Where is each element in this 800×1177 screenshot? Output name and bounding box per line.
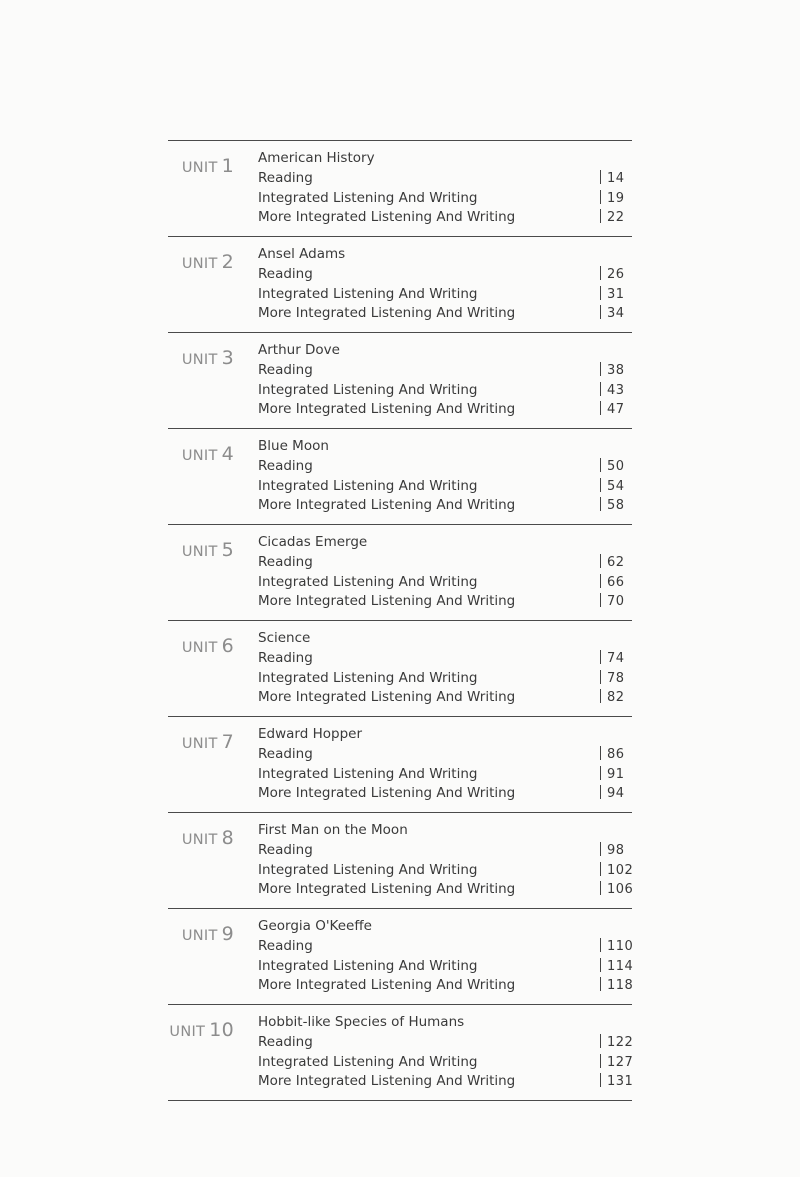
page-number: 31 <box>600 285 625 305</box>
separator-bar <box>600 497 601 511</box>
entry-label: Reading <box>258 457 313 474</box>
entry-label: Reading <box>258 265 313 282</box>
unit-label: UNIT 5 <box>181 539 234 561</box>
page-number: 34 <box>600 304 625 324</box>
page-number: 26 <box>600 265 625 285</box>
separator-bar <box>600 650 601 664</box>
entry-label: Reading <box>258 841 313 858</box>
entry-label: More Integrated Listening And Writing <box>258 497 516 514</box>
unit-section <box>168 525 632 621</box>
toc-entry[interactable] <box>258 361 632 381</box>
entry-label: Integrated Listening And Writing <box>258 861 478 878</box>
entry-label: More Integrated Listening And Writing <box>258 785 516 802</box>
toc-entry[interactable] <box>258 553 632 573</box>
toc-entry[interactable] <box>258 937 632 957</box>
page-number: 94 <box>600 784 625 804</box>
separator-bar <box>600 862 601 876</box>
entry-label: More Integrated Listening And Writing <box>258 1073 516 1090</box>
toc-entry[interactable] <box>258 669 632 689</box>
unit-entries <box>258 341 632 420</box>
unit-section <box>168 141 632 237</box>
unit-title: Arthur Dove <box>258 342 340 358</box>
entry-label: Reading <box>258 553 313 570</box>
separator-bar <box>600 746 601 760</box>
toc-entry[interactable] <box>258 265 632 285</box>
unit-number: 10 <box>209 1019 234 1041</box>
unit-section <box>168 237 632 333</box>
toc-entry[interactable] <box>258 285 632 305</box>
entry-label: Integrated Listening And Writing <box>258 765 478 782</box>
separator-bar <box>600 266 601 280</box>
unit-label: UNIT 1 <box>181 155 234 177</box>
unit-entries <box>258 821 632 900</box>
separator-bar <box>600 842 601 856</box>
page-number: 19 <box>600 189 625 209</box>
unit-number: 4 <box>221 443 234 465</box>
toc-entry[interactable] <box>258 880 632 900</box>
page-number: 106 <box>600 880 633 900</box>
toc-entry[interactable] <box>258 1072 632 1092</box>
separator-bar <box>600 1073 601 1087</box>
toc-entry[interactable] <box>258 381 632 401</box>
toc-entry[interactable] <box>258 976 632 996</box>
unit-title: First Man on the Moon <box>258 822 408 838</box>
page-number: 110 <box>600 937 633 957</box>
unit-number: 1 <box>221 155 234 177</box>
entry-label: More Integrated Listening And Writing <box>258 689 516 706</box>
entry-label: Reading <box>258 169 313 186</box>
toc-entry[interactable] <box>258 1033 632 1053</box>
page-number: 70 <box>600 592 625 612</box>
unit-label: UNIT 3 <box>181 347 234 369</box>
toc-entry[interactable] <box>258 189 632 209</box>
toc-entry[interactable] <box>258 592 632 612</box>
separator-bar <box>600 881 601 895</box>
unit-section <box>168 909 632 1005</box>
separator-bar <box>600 458 601 472</box>
unit-entries <box>258 533 632 612</box>
toc-entry[interactable] <box>258 496 632 516</box>
unit-label: UNIT 9 <box>181 923 234 945</box>
page-number: 131 <box>600 1072 633 1092</box>
separator-bar <box>600 382 601 396</box>
entry-label: Reading <box>258 745 313 762</box>
page-number: 54 <box>600 477 625 497</box>
entry-label: Reading <box>258 361 313 378</box>
toc-entry[interactable] <box>258 649 632 669</box>
page-number: 74 <box>600 649 625 669</box>
toc-entry[interactable] <box>258 477 632 497</box>
unit-section <box>168 333 632 429</box>
toc-entry[interactable] <box>258 861 632 881</box>
page-number: 102 <box>600 861 633 881</box>
unit-entries <box>258 437 632 516</box>
toc-entry[interactable] <box>258 573 632 593</box>
separator-bar <box>600 401 601 415</box>
unit-section <box>168 813 632 909</box>
unit-number: 3 <box>221 347 234 369</box>
separator-bar <box>600 190 601 204</box>
page-number: 82 <box>600 688 625 708</box>
unit-entries <box>258 245 632 324</box>
page-number: 91 <box>600 765 625 785</box>
unit-number: 2 <box>221 251 234 273</box>
separator-bar <box>600 766 601 780</box>
separator-bar <box>600 958 601 972</box>
entry-label: Reading <box>258 937 313 954</box>
entry-label: More Integrated Listening And Writing <box>258 305 516 322</box>
table-of-contents <box>168 140 632 1101</box>
entry-label: More Integrated Listening And Writing <box>258 593 516 610</box>
unit-section <box>168 1005 632 1101</box>
page-number: 22 <box>600 208 625 228</box>
entry-label: Integrated Listening And Writing <box>258 285 478 302</box>
entry-label: Integrated Listening And Writing <box>258 957 478 974</box>
page-number: 38 <box>600 361 625 381</box>
page-number: 86 <box>600 745 625 765</box>
separator-bar <box>600 574 601 588</box>
unit-entries <box>258 629 632 708</box>
entry-label: More Integrated Listening And Writing <box>258 209 516 226</box>
toc-entry[interactable] <box>258 745 632 765</box>
toc-entry[interactable] <box>258 765 632 785</box>
separator-bar <box>600 689 601 703</box>
separator-bar <box>600 305 601 319</box>
unit-title: Ansel Adams <box>258 246 346 262</box>
unit-section <box>168 429 632 525</box>
unit-entries <box>258 725 632 804</box>
unit-section <box>168 621 632 717</box>
unit-number: 7 <box>221 731 234 753</box>
separator-bar <box>600 593 601 607</box>
toc-entry[interactable] <box>258 688 632 708</box>
unit-label: UNIT 8 <box>181 827 234 849</box>
unit-number: 9 <box>221 923 234 945</box>
unit-section <box>168 717 632 813</box>
entry-label: More Integrated Listening And Writing <box>258 977 516 994</box>
page-number: 114 <box>600 957 633 977</box>
separator-bar <box>600 977 601 991</box>
unit-label: UNIT 7 <box>181 731 234 753</box>
page-number: 14 <box>600 169 625 189</box>
entry-label: Integrated Listening And Writing <box>258 669 478 686</box>
unit-title: Blue Moon <box>258 438 329 454</box>
separator-bar <box>600 1034 601 1048</box>
toc-entry[interactable] <box>258 208 632 228</box>
toc-entry[interactable] <box>258 169 632 189</box>
separator-bar <box>600 1054 601 1068</box>
page-number: 43 <box>600 381 625 401</box>
unit-number: 5 <box>221 539 234 561</box>
unit-title: Cicadas Emerge <box>258 534 368 550</box>
page-number: 78 <box>600 669 625 689</box>
separator-bar <box>600 785 601 799</box>
unit-label: UNIT 10 <box>169 1019 234 1041</box>
separator-bar <box>600 209 601 223</box>
page-number: 127 <box>600 1053 633 1073</box>
entry-label: Integrated Listening And Writing <box>258 477 478 494</box>
separator-bar <box>600 554 601 568</box>
unit-title: Hobbit-like Species of Humans <box>258 1014 465 1030</box>
unit-title: Science <box>258 630 311 646</box>
unit-entries <box>258 917 632 996</box>
toc-entry[interactable] <box>258 457 632 477</box>
page-number: 122 <box>600 1033 633 1053</box>
separator-bar <box>600 286 601 300</box>
entry-label: Integrated Listening And Writing <box>258 381 478 398</box>
unit-number: 8 <box>221 827 234 849</box>
entry-label: Integrated Listening And Writing <box>258 573 478 590</box>
toc-entry[interactable] <box>258 400 632 420</box>
entry-label: More Integrated Listening And Writing <box>258 881 516 898</box>
separator-bar <box>600 362 601 376</box>
entry-label: Reading <box>258 649 313 666</box>
page-number: 118 <box>600 976 633 996</box>
toc-entry[interactable] <box>258 304 632 324</box>
separator-bar <box>600 170 601 184</box>
unit-title: Edward Hopper <box>258 726 362 742</box>
entry-label: More Integrated Listening And Writing <box>258 401 516 418</box>
page-number: 47 <box>600 400 625 420</box>
toc-entry[interactable] <box>258 841 632 861</box>
unit-label: UNIT 4 <box>181 443 234 465</box>
unit-label: UNIT 2 <box>181 251 234 273</box>
entry-label: Reading <box>258 1033 313 1050</box>
unit-entries <box>258 149 632 228</box>
page-number: 66 <box>600 573 625 593</box>
separator-bar <box>600 938 601 952</box>
page-number: 50 <box>600 457 625 477</box>
entry-label: Integrated Listening And Writing <box>258 1053 478 1070</box>
unit-title: American History <box>258 150 375 166</box>
page-number: 62 <box>600 553 625 573</box>
toc-entry[interactable] <box>258 957 632 977</box>
page-number: 98 <box>600 841 625 861</box>
entry-label: Integrated Listening And Writing <box>258 189 478 206</box>
toc-entry[interactable] <box>258 784 632 804</box>
unit-number: 6 <box>221 635 234 657</box>
separator-bar <box>600 670 601 684</box>
unit-entries <box>258 1013 632 1092</box>
separator-bar <box>600 478 601 492</box>
toc-entry[interactable] <box>258 1053 632 1073</box>
unit-label: UNIT 6 <box>181 635 234 657</box>
unit-title: Georgia O'Keeffe <box>258 918 372 934</box>
page-number: 58 <box>600 496 625 516</box>
